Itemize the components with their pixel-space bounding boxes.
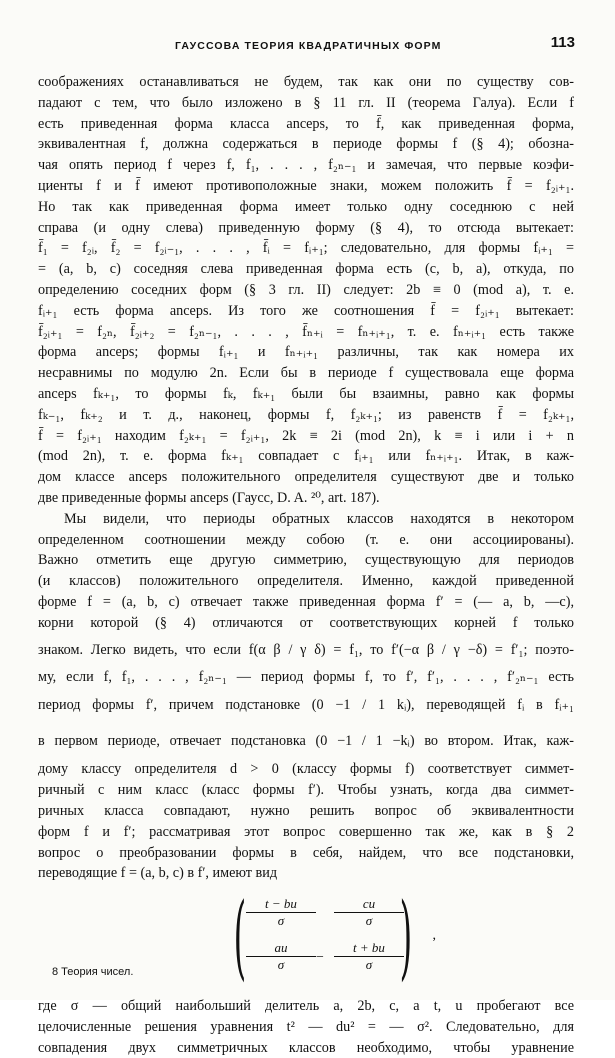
paragraph-1	[38, 72, 574, 509]
fraction-denominator: σ	[365, 957, 373, 973]
text-line: в первом периоде, отвечает подстановка (0 −1 / 1 −kᵢ) во втором. Итак, каж-	[38, 733, 574, 750]
text-line: ричных класса совпадают, нужно решить вопрос об эквивалентности	[38, 802, 574, 819]
text-line: f̄ = f₂ᵢ₊₁ находим f₂ₖ₊₁ = f₂ᵢ₊₁, 2k ≡ 2i (mod 2n), k ≡ i или i + n	[38, 427, 574, 444]
fraction-numerator: t − bu	[246, 896, 316, 913]
text-line: (mod 2n), т. е. форма fₖ₊₁ совпадает с fᵢ₊₁ или fₙ₊ᵢ₊₁. Итак, в каж-	[38, 448, 574, 465]
text-line: период формы f′, причем подстановке (0 −1 / 1 kᵢ), переводящей fᵢ в fᵢ₊₁	[38, 697, 574, 714]
text-line: = (a, b, c) соседняя слева приведенная форма есть (c, b, a), откуда, по	[38, 261, 574, 278]
text-line: (и классов) положительного определителя. Именно, каждой приведенной	[38, 573, 574, 590]
page-number: 113	[550, 34, 575, 51]
text-line: ричный с ним класс (класс формы f′). Чтобы узнать, когда два симмет-	[38, 782, 574, 799]
text-line: циенты f и f̄ имеют противоположные знаки, можем положить f̄ = f₂ᵢ₊₁.	[38, 177, 574, 194]
text-line: форм f и f′; рассматривая этот вопрос совершенно так же, как в § 2	[38, 823, 574, 840]
text-line: совпадения двух симметричных классов необходимо, чтобы уравнение	[38, 1039, 574, 1056]
text-line: му, если f, f₁, . . . , f₂ₙ₋₁ — период формы f, то f′, f′₁, . . . , f′₂ₙ₋₁ есть	[38, 668, 574, 685]
substitution-matrix	[233, 883, 436, 991]
text-line: дому классу определителя d > 0 (классу формы f) соответствует симмет-	[38, 761, 574, 778]
page-header	[0, 34, 615, 56]
fraction-numerator: cu	[334, 896, 404, 913]
trailing-comma: ,	[432, 928, 436, 944]
text-line: форма anceps; формы fᵢ₊₁ и fₙ₊ᵢ₊₁ различны, так как номера их	[38, 344, 574, 361]
matrix-cell-11	[246, 896, 316, 928]
text-line: anceps fₖ₊₁, то формы fₖ, fₖ₊₁ были бы взаимны, равно как формы	[38, 385, 574, 402]
fraction-denominator: σ	[365, 913, 373, 929]
matrix-cell-12	[334, 896, 404, 928]
matrix-cell-22	[334, 940, 404, 972]
right-parenthesis: )	[399, 883, 413, 991]
fraction-denominator: σ	[277, 913, 285, 929]
signature-mark: 8 Теория чисел.	[52, 966, 134, 978]
paragraph-2	[38, 509, 574, 884]
text-line: знаком. Легко видеть, что если f(α β / γ δ) = f₁, то f′(−α β / γ −δ) = f′₁; поэто-	[38, 641, 574, 658]
text-line: эквивалентная f, должна содержаться в периоде формы f (§ 4); обозна-	[38, 136, 574, 153]
text-line: падают с тем, что было изложено в § 11 гл. II (теорема Галуа). Если f	[38, 94, 574, 111]
text-line: вопрос о преобразовании формы в себя, найдем, что все подстановки,	[38, 844, 574, 861]
text-line: корни которой (§ 4) отличаются от соответствующих корней f только	[38, 614, 574, 631]
text-line: две приведенные формы anceps (Гаусс, D. A. ²⁰, art. 187).	[38, 489, 380, 506]
text-line: определению соседних форм (§ 3 гл. II) следует: 2b ≡ 0 (mod a), т. е.	[38, 281, 574, 298]
text-line: чая опять период f через f, f₁, . . . , f₂ₙ₋₁ и замечая, что первые коэфи-	[38, 157, 574, 174]
text-line: целочисленные решения уравнения t² — du² = — σ². Следовательно, для	[38, 1018, 574, 1035]
running-title: ГАУССОВА ТЕОРИЯ КВАДРАТИЧНЫХ ФОРМ	[175, 40, 442, 52]
text-line: определенном соотношении между собою (т. е. они ассоциированы).	[38, 531, 574, 548]
text-line: переводящие f = (a, b, c) в f′, имеют вид	[38, 865, 278, 882]
fraction-numerator: t + bu	[334, 940, 404, 957]
text-line: где σ — общий наибольший делитель a, 2b, c, a t, u пробегают все	[38, 998, 574, 1015]
matrix-cell-21	[246, 940, 316, 972]
text-line: f̄₁ = f₂ᵢ, f̄₂ = f₂ᵢ₋₁, . . . , f̄ᵢ = fᵢ₊₁; следовательно, для формы fᵢ₊₁ =	[38, 240, 574, 257]
text-line: форме f = (a, b, c) отвечает также приведенная форма f′ = (— a, b, —c),	[38, 593, 574, 610]
paragraph-3	[38, 996, 574, 1058]
text-line: Важно отметить еще другую симметрию, существующую для периодов	[38, 552, 574, 569]
text-line: соображениях останавливаться не будем, так как они по существу сов-	[38, 74, 574, 90]
left-parenthesis: (	[233, 883, 247, 991]
fraction-numerator: au	[246, 940, 316, 957]
text-line: Мы видели, что периоды обратных классов находятся в некотором	[64, 510, 574, 527]
text-line: справа (и одну слева) приведенную форму (§ 4), то отсюда вытекает:	[38, 219, 574, 236]
text-line: fᵢ₊₁ есть форма anceps. Из того же соотношения f̄ = f₂ᵢ₊₁ вытекает:	[38, 302, 574, 319]
text-line: fₖ₋₁, fₖ₊₂ и т. д., наконец, формы f, f₂ₖ₊₁; из равенств f̄ = f₂ₖ₊₁,	[38, 406, 574, 423]
text-line: есть приведенная форма класса anceps, то f̄, как приведенная форма,	[38, 115, 574, 132]
minus-sign: −	[316, 950, 324, 966]
text-line: Но так как приведенная форма имеет только одну соседнюю с ней	[38, 198, 574, 215]
fraction-denominator: σ	[277, 957, 285, 973]
page-body	[38, 72, 574, 1058]
text-line: дом классе anceps положительного определителя существуют две и только	[38, 469, 574, 486]
text-line: f̄₂ᵢ₊₁ = f₂ₙ, f̄₂ᵢ₊₂ = f₂ₙ₋₁, . . . , f̄ₙ₊ᵢ = fₙ₊ᵢ₊₁, т. е. fₙ₊ᵢ₊₁ есть также	[38, 323, 574, 340]
text-line: несравнимы по модулю 2n. Если бы в периоде f существовала еще форма	[38, 365, 574, 382]
